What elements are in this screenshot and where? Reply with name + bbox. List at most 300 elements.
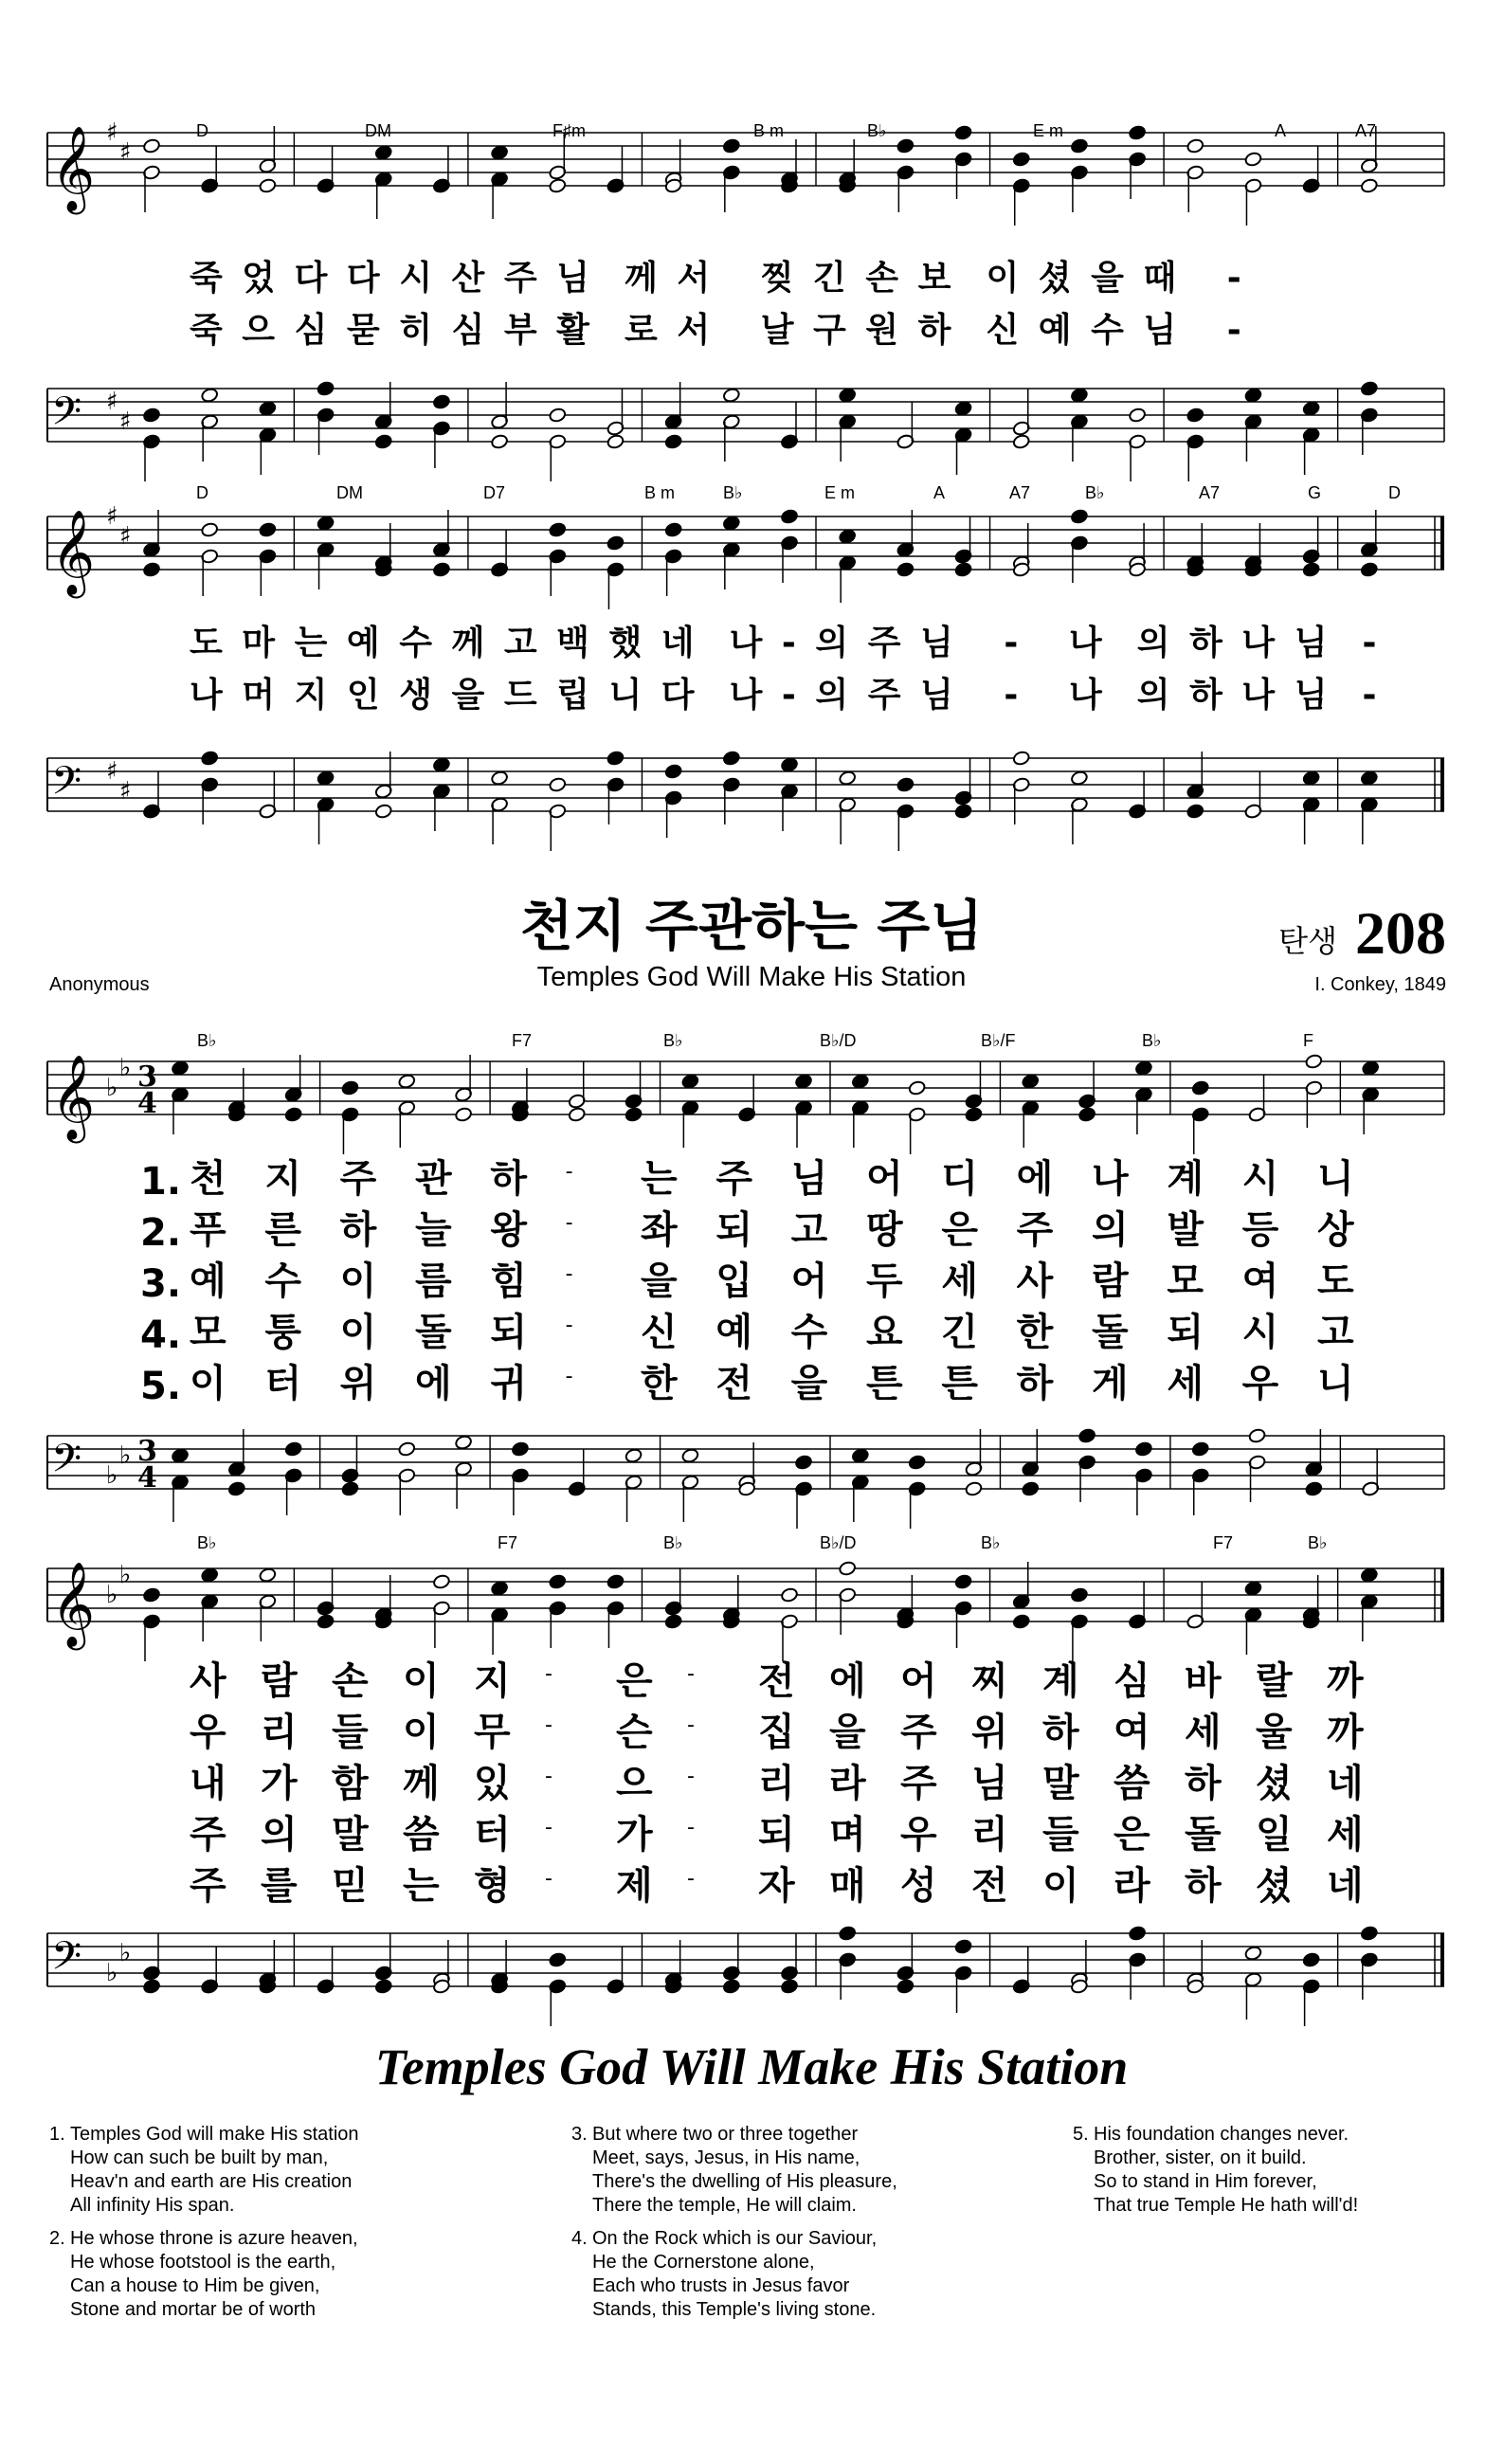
syllable: 힘 xyxy=(490,1259,527,1303)
note-icon xyxy=(374,145,392,219)
verse-text: But where two or three together xyxy=(592,2124,859,2145)
note-icon xyxy=(722,388,740,462)
syllable: 등 xyxy=(1241,1208,1279,1252)
syllable: 주 xyxy=(715,1157,752,1201)
syllable: 리 xyxy=(261,1711,298,1754)
note-icon xyxy=(1186,138,1204,212)
lyric-line: 죽 었 다 다 시 산 주 님 께 서 찢 긴 손 보 이 셨 을 때 - xyxy=(190,259,1245,298)
syllable: - xyxy=(565,1365,573,1388)
note-icon xyxy=(780,1933,798,1994)
note-icon xyxy=(1244,1946,1262,2020)
note-icon xyxy=(1360,1926,1378,2000)
syllable: - xyxy=(545,1816,552,1839)
note-icon xyxy=(607,751,625,824)
note-icon xyxy=(491,145,509,219)
composer: I. Conkey, 1849 xyxy=(1314,974,1446,995)
syllable: 수 xyxy=(264,1259,301,1303)
note-icon xyxy=(1012,152,1030,226)
note-icon xyxy=(954,1574,972,1648)
note-icon xyxy=(896,777,914,851)
lyric-line: 죽 으 심 묻 히 심 부 활 로 서 날 구 원 하 신 예 수 님 - xyxy=(190,311,1245,350)
note-icon xyxy=(455,1435,473,1509)
chord-symbol: B♭/D xyxy=(820,1533,857,1552)
chord-symbol: A7 xyxy=(1009,483,1031,502)
syllable: 가 xyxy=(261,1762,298,1805)
syllable: 자 xyxy=(758,1864,795,1908)
note-icon xyxy=(722,1575,740,1629)
syllable: 계 xyxy=(1167,1157,1204,1201)
english-verse-line xyxy=(49,2194,359,2218)
verse-text: Brother, sister, on it build. xyxy=(1094,2147,1307,2168)
chord-symbol: F7 xyxy=(498,1533,518,1552)
english-verse-line xyxy=(49,2227,358,2251)
chord-symbol: F7 xyxy=(1213,1533,1234,1552)
chord-symbol: B♭/D xyxy=(820,1031,857,1050)
key-signature-icon: ♯ xyxy=(119,408,132,436)
chord-symbol: DM xyxy=(365,121,391,140)
syllable: 이 xyxy=(403,1659,440,1703)
staff-treble xyxy=(47,1052,1456,1140)
note-icon xyxy=(607,389,625,449)
note-icon xyxy=(317,1568,335,1629)
chord-symbol: D7 xyxy=(483,483,506,502)
note-icon xyxy=(625,1448,643,1522)
chord-symbol: G xyxy=(1308,483,1322,502)
note-icon xyxy=(201,522,219,596)
syllable: - xyxy=(545,1713,552,1737)
key-signature-icon: ♭ xyxy=(119,1054,132,1082)
note-icon xyxy=(1129,1926,1147,2000)
syllable: 셨 xyxy=(1256,1864,1293,1908)
note-icon xyxy=(1012,1947,1030,1994)
chord-symbol: B♭ xyxy=(663,1533,683,1552)
syllable: 셨 xyxy=(1256,1762,1293,1805)
english-verse-line xyxy=(1073,2147,1358,2170)
note-icon xyxy=(896,402,914,449)
note-icon xyxy=(432,1574,450,1648)
syllable: 하 xyxy=(1185,1762,1222,1805)
syllable: 믿 xyxy=(332,1864,369,1908)
syllable: 는 xyxy=(641,1157,678,1201)
note-icon xyxy=(1078,1061,1096,1122)
syllable: 사 xyxy=(190,1659,226,1703)
english-verse xyxy=(1073,2123,1358,2218)
english-verse-line xyxy=(571,2298,877,2322)
verse-text: He whose footstool is the earth, xyxy=(70,2252,336,2273)
syllable: 관 xyxy=(415,1157,452,1201)
note-icon xyxy=(142,1587,160,1661)
syllable: 시 xyxy=(1241,1311,1279,1354)
note-icon xyxy=(908,1455,926,1529)
syllable: 이 xyxy=(1042,1864,1079,1908)
note-icon xyxy=(1012,751,1030,824)
english-verse-line xyxy=(49,2147,359,2170)
note-icon xyxy=(568,1449,586,1496)
english-verse xyxy=(571,2123,897,2218)
key-signature-icon: ♯ xyxy=(106,502,118,531)
staff-bass xyxy=(47,749,1456,824)
syllable: - xyxy=(687,1662,695,1686)
english-verse-line xyxy=(571,2147,897,2170)
note-icon xyxy=(142,408,160,481)
english-verse-line xyxy=(571,2251,877,2274)
chord-symbol: B♭ xyxy=(663,1031,683,1050)
note-icon xyxy=(511,1441,529,1515)
syllable: - xyxy=(545,1662,552,1686)
syllable: - xyxy=(687,1765,695,1788)
key-signature-icon: ♭ xyxy=(119,1561,132,1589)
chord-symbol: E m xyxy=(1033,121,1064,140)
verse-text: Heav'n and earth are His creation xyxy=(70,2171,353,2192)
syllable: 수 xyxy=(790,1311,828,1354)
syllable: 내 xyxy=(190,1762,226,1805)
chord-symbol: D xyxy=(196,483,208,502)
syllable: 이 xyxy=(190,1362,226,1405)
syllable: - xyxy=(565,1211,573,1235)
note-icon xyxy=(1129,1582,1147,1629)
syllable: 우 xyxy=(900,1813,937,1857)
verse-text: All infinity His span. xyxy=(70,2195,235,2216)
note-icon xyxy=(549,133,567,193)
lyric-line: 도 마 는 예 수 께 고 백 했 네 나 - 의 주 님 - 나 의 하 나 님 - xyxy=(190,624,1381,662)
syllable: 여 xyxy=(1114,1711,1150,1754)
chord-symbol: B♭ xyxy=(197,1533,217,1552)
note-icon xyxy=(374,1575,392,1629)
syllable: 요 xyxy=(866,1311,903,1354)
syllable: 천 xyxy=(190,1157,226,1201)
note-icon xyxy=(1129,523,1147,577)
chord-symbol: B♭ xyxy=(197,1031,217,1050)
note-icon xyxy=(1302,1575,1320,1629)
verse-text: Each who trusts in Jesus favor xyxy=(592,2275,850,2296)
verse-number: 1. xyxy=(49,2124,65,2145)
verse-text: So to stand in Him forever, xyxy=(1094,2171,1317,2192)
verse-text: He the Cornerstone alone, xyxy=(592,2252,815,2273)
syllable: 말 xyxy=(332,1813,369,1857)
key-signature-icon: ♭ xyxy=(106,1461,118,1490)
syllable: 리 xyxy=(971,1813,1008,1857)
note-icon xyxy=(549,1952,567,2026)
note-icon xyxy=(1302,516,1320,577)
syllable: 들 xyxy=(1042,1813,1079,1857)
chord-symbol: F7 xyxy=(512,1031,533,1050)
verse-number: 4. xyxy=(571,2228,588,2249)
syllable: 퉁 xyxy=(264,1311,301,1354)
syllable: 발 xyxy=(1167,1208,1204,1252)
verse-number: 2. xyxy=(140,1211,182,1255)
bass-clef-icon: 𝄢 xyxy=(51,1933,82,1988)
hymn-category: 탄생 xyxy=(1278,923,1337,959)
note-icon xyxy=(1070,770,1088,844)
note-icon xyxy=(1244,152,1262,226)
note-icon xyxy=(664,1568,682,1629)
syllable: 찌 xyxy=(971,1659,1008,1703)
staff-treble xyxy=(47,118,1456,211)
syllable: 에 xyxy=(829,1659,866,1703)
english-verse-line xyxy=(49,2298,358,2322)
bass-clef-icon: 𝄢 xyxy=(51,1436,82,1491)
syllable: 디 xyxy=(941,1157,978,1201)
syllable: 지 xyxy=(474,1659,511,1703)
note-icon xyxy=(491,530,509,577)
note-icon xyxy=(1022,1074,1040,1148)
note-icon xyxy=(1302,770,1320,844)
syllable: 하 xyxy=(490,1157,527,1201)
note-icon xyxy=(722,1933,740,1994)
verse-number: 5. xyxy=(1073,2124,1089,2145)
chord-symbol: E m xyxy=(824,483,856,502)
note-icon xyxy=(780,402,798,449)
note-icon xyxy=(664,139,682,193)
verse-number: 3. xyxy=(571,2124,588,2145)
syllable: 씀 xyxy=(403,1813,440,1857)
note-icon xyxy=(227,1068,245,1122)
lyricist: Anonymous xyxy=(49,974,150,995)
chord-symbol: B♭ xyxy=(723,483,743,502)
syllable: 님 xyxy=(971,1762,1008,1805)
syllable: 터 xyxy=(264,1362,301,1405)
note-icon xyxy=(1362,1060,1380,1134)
key-signature-icon: ♭ xyxy=(106,1074,118,1102)
syllable: 슨 xyxy=(616,1711,653,1754)
english-verse-line xyxy=(1073,2170,1358,2194)
treble-clef-icon: 𝄞 xyxy=(51,1055,96,1140)
syllable: 일 xyxy=(1256,1813,1293,1857)
syllable: 주 xyxy=(190,1864,226,1908)
note-icon xyxy=(341,1436,359,1496)
syllable: - xyxy=(687,1713,695,1737)
note-icon xyxy=(794,1455,812,1529)
note-icon xyxy=(607,1947,625,1994)
staff-bass xyxy=(47,1426,1456,1502)
note-icon xyxy=(607,146,625,193)
note-icon xyxy=(549,777,567,851)
english-verse-line xyxy=(49,2251,358,2274)
chord-symbol: A7 xyxy=(1355,121,1377,140)
syllable: 귀 xyxy=(490,1362,527,1405)
syllable: 세 xyxy=(941,1259,978,1303)
syllable: 주 xyxy=(1016,1208,1054,1252)
note-icon xyxy=(839,1926,857,2000)
verse-text: There's the dwelling of His pleasure, xyxy=(592,2171,897,2192)
syllable: 터 xyxy=(474,1813,511,1857)
syllable: 고 xyxy=(790,1208,828,1252)
syllable: 푸 xyxy=(190,1208,226,1252)
note-icon xyxy=(432,1940,450,1994)
chord-symbol: B♭ xyxy=(1308,1533,1328,1552)
syllable: 나 xyxy=(1092,1157,1129,1201)
syllable: 모 xyxy=(190,1311,226,1354)
chord-symbol: A xyxy=(933,483,946,502)
chord-symbol: F♯m xyxy=(552,121,586,140)
syllable: 으 xyxy=(616,1762,653,1805)
note-icon xyxy=(201,146,219,193)
syllable: - xyxy=(545,1765,552,1788)
chord-symbol: D xyxy=(1388,483,1401,502)
note-icon xyxy=(625,1061,643,1122)
note-icon xyxy=(341,1080,359,1154)
syllable: 어 xyxy=(790,1259,828,1303)
syllable: 에 xyxy=(1016,1157,1054,1201)
key-signature-icon: ♯ xyxy=(119,138,132,167)
note-icon xyxy=(780,757,798,831)
syllable: 세 xyxy=(1327,1813,1364,1857)
syllable: 매 xyxy=(829,1864,866,1908)
note-icon xyxy=(1070,138,1088,212)
syllable: 함 xyxy=(332,1762,369,1805)
verse-number: 5. xyxy=(140,1365,182,1408)
syllable: 어 xyxy=(866,1157,903,1201)
syllable: 바 xyxy=(1185,1659,1222,1703)
note-icon xyxy=(374,1933,392,1994)
syllable: 며 xyxy=(829,1813,866,1857)
verse-text: Stone and mortar be of worth xyxy=(70,2299,317,2320)
note-icon xyxy=(432,757,450,831)
note-icon xyxy=(1302,146,1320,193)
chord-symbol: B♭ xyxy=(1085,483,1105,502)
note-icon xyxy=(954,758,972,819)
syllable: 람 xyxy=(261,1659,298,1703)
syllable: 전 xyxy=(758,1659,795,1703)
syllable: 이 xyxy=(339,1311,377,1354)
svg-text:4: 4 xyxy=(137,1087,157,1120)
syllable: - xyxy=(565,1262,573,1286)
syllable: 좌 xyxy=(641,1208,678,1252)
syllable: 세 xyxy=(1167,1362,1204,1405)
note-icon xyxy=(738,1442,756,1496)
syllable: 람 xyxy=(1092,1259,1129,1303)
syllable: 튼 xyxy=(941,1362,978,1405)
syllable: 세 xyxy=(1185,1711,1222,1754)
note-icon xyxy=(1129,771,1147,819)
note-icon xyxy=(259,1940,277,1994)
syllable: 하 xyxy=(1016,1362,1054,1405)
note-icon xyxy=(1360,1567,1378,1641)
lyric-line: 나 머 지 인 생 을 드 립 니 다 나 - 의 주 님 - 나 의 하 나 님 - xyxy=(190,676,1381,715)
staff-bass xyxy=(47,1924,1456,2000)
note-icon xyxy=(201,751,219,824)
verse-text: Stands, this Temple's living stone. xyxy=(592,2299,877,2320)
note-icon xyxy=(1129,408,1147,481)
note-icon xyxy=(1191,1441,1209,1515)
note-icon xyxy=(1362,1449,1380,1496)
note-icon xyxy=(259,522,277,596)
note-icon xyxy=(1070,1940,1088,1994)
note-icon xyxy=(839,388,857,462)
note-icon xyxy=(171,1448,189,1522)
note-icon xyxy=(511,1068,529,1122)
note-icon xyxy=(607,1574,625,1648)
syllable: 제 xyxy=(616,1864,653,1908)
key-signature-icon: ♯ xyxy=(119,777,132,806)
key-signature-icon: ♭ xyxy=(106,1959,118,1987)
syllable: 형 xyxy=(474,1864,511,1908)
syllable: 하 xyxy=(339,1208,377,1252)
syllable: 되 xyxy=(758,1813,795,1857)
note-icon xyxy=(839,770,857,844)
syllable: 까 xyxy=(1327,1711,1364,1754)
note-icon xyxy=(1302,1952,1320,2026)
verse-text: Can a house to Him be given, xyxy=(70,2275,320,2296)
note-icon xyxy=(839,1561,857,1635)
english-verse-line xyxy=(571,2170,897,2194)
chord-symbol: B♭ xyxy=(1142,1031,1162,1050)
note-icon xyxy=(1186,408,1204,481)
note-icon xyxy=(1134,1060,1152,1134)
chord-symbol: B♭/F xyxy=(981,1031,1016,1050)
note-icon xyxy=(954,516,972,577)
syllable: 손 xyxy=(332,1659,369,1703)
syllable: 의 xyxy=(1092,1208,1129,1252)
syllable: 말 xyxy=(1042,1762,1079,1805)
syllable: 위 xyxy=(339,1362,377,1405)
syllable: 를 xyxy=(261,1864,298,1908)
syllable: 긴 xyxy=(941,1311,978,1354)
note-icon xyxy=(1186,1940,1204,1994)
syllable: 은 xyxy=(941,1208,978,1252)
hymn-title: 천지 주관하는 주님 xyxy=(519,894,984,958)
note-icon xyxy=(374,523,392,577)
note-icon xyxy=(1360,381,1378,455)
syllable: 주 xyxy=(339,1157,377,1201)
note-icon xyxy=(738,1075,756,1122)
syllable: 울 xyxy=(1256,1711,1293,1754)
syllable: 고 xyxy=(1317,1311,1354,1354)
english-verse xyxy=(571,2227,877,2322)
note-icon xyxy=(1248,1428,1266,1502)
syllable: 주 xyxy=(900,1711,937,1754)
verse-text: He whose throne is azure heaven, xyxy=(70,2228,358,2249)
syllable: 주 xyxy=(900,1762,937,1805)
english-verse-line xyxy=(49,2274,358,2298)
note-icon xyxy=(722,751,740,824)
note-icon xyxy=(965,1061,983,1122)
syllable: - xyxy=(565,1314,573,1337)
note-icon xyxy=(1012,523,1030,577)
syllable: 들 xyxy=(332,1711,369,1754)
note-icon xyxy=(201,1567,219,1641)
note-icon xyxy=(317,516,335,589)
note-icon xyxy=(954,125,972,199)
syllable: 른 xyxy=(264,1208,301,1252)
syllable: 지 xyxy=(264,1157,301,1201)
note-icon xyxy=(259,1567,277,1641)
note-icon xyxy=(549,1574,567,1648)
syllable: 무 xyxy=(474,1711,511,1754)
note-icon xyxy=(1186,523,1204,577)
note-icon xyxy=(607,535,625,609)
chord-symbol: D xyxy=(196,121,208,140)
key-signature-icon: ♭ xyxy=(106,1581,118,1609)
note-icon xyxy=(1360,770,1378,844)
syllable: 모 xyxy=(1167,1259,1204,1303)
note-icon xyxy=(780,509,798,583)
syllable: - xyxy=(687,1816,695,1839)
syllable: 라 xyxy=(1114,1864,1150,1908)
bass-clef-icon: 𝄢 xyxy=(51,389,82,444)
note-icon xyxy=(1244,388,1262,462)
verse-text: Temples God will make His station xyxy=(70,2124,359,2145)
key-signature-icon: ♭ xyxy=(119,1441,132,1470)
hymn-subtitle: Temples God Will Make His Station xyxy=(536,962,967,992)
syllable: - xyxy=(545,1867,552,1891)
verse-text: There the temple, He will claim. xyxy=(592,2195,857,2216)
syllable: 전 xyxy=(715,1362,752,1405)
syllable: 리 xyxy=(758,1762,795,1805)
syllable: 신 xyxy=(641,1311,678,1354)
syllable: 예 xyxy=(190,1259,226,1303)
verse-number: 4. xyxy=(140,1314,182,1357)
